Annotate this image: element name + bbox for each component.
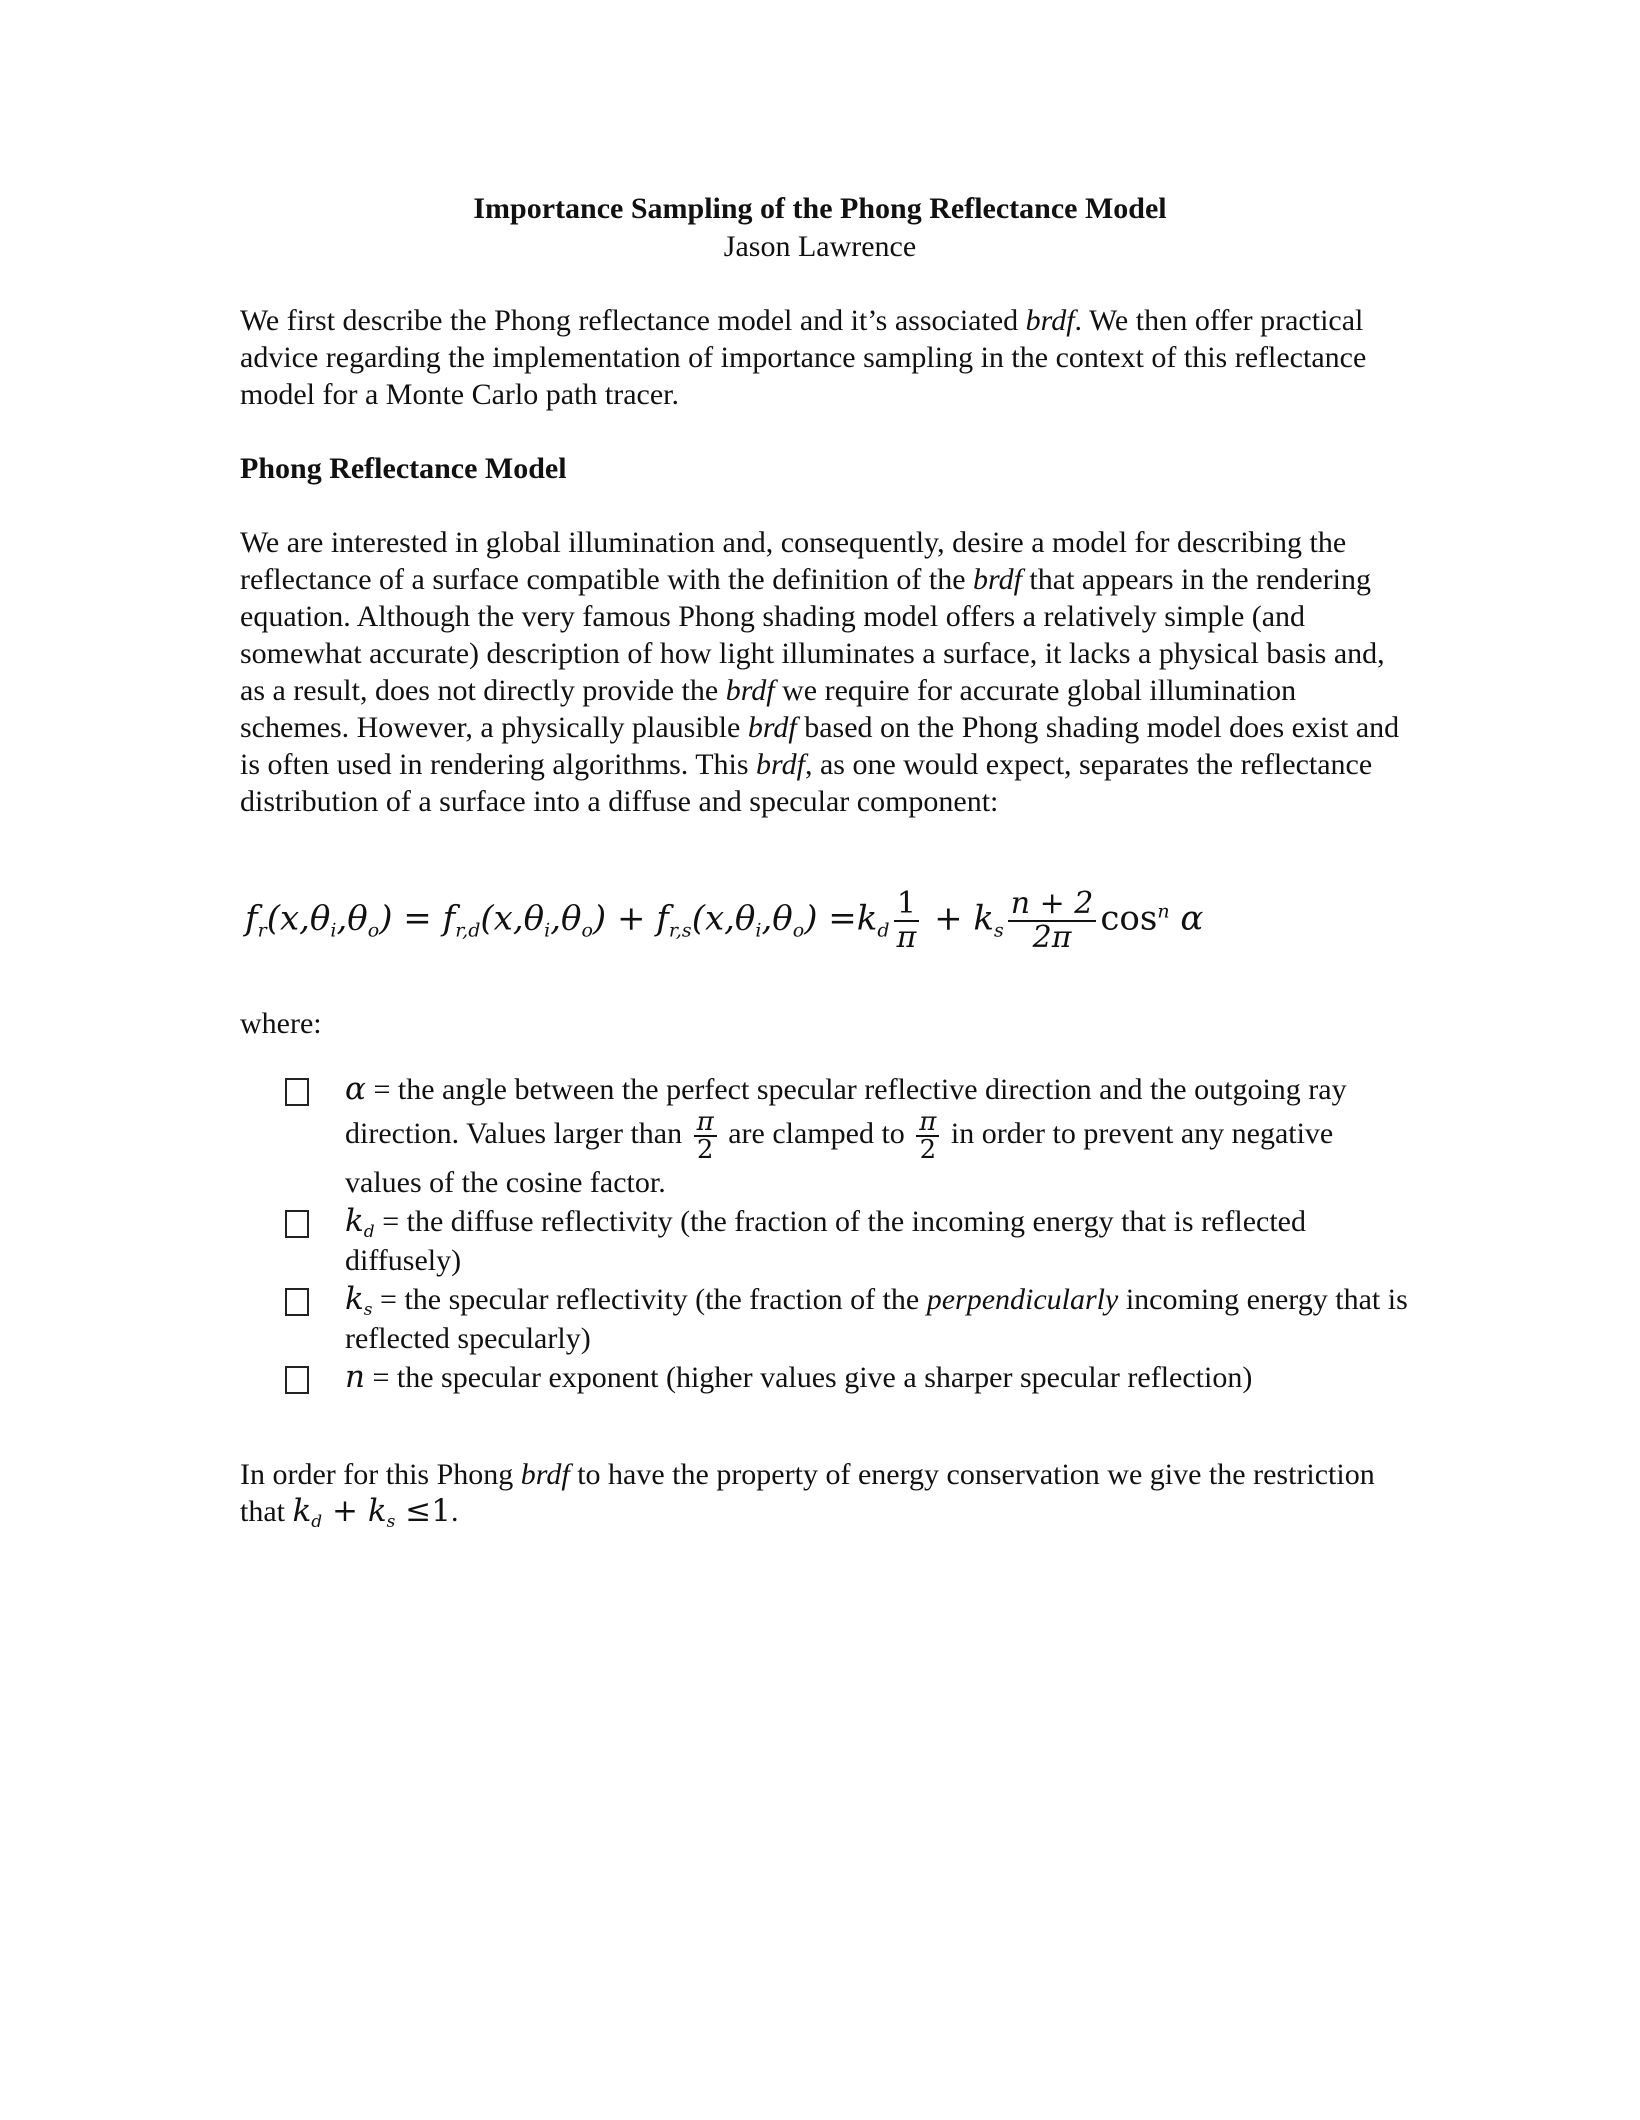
ineq-sub-d: d xyxy=(311,1512,323,1532)
pi-over-2-fraction-2 xyxy=(916,1109,939,1163)
list-item xyxy=(285,1358,1410,1397)
eq-sub-i-3: i xyxy=(755,919,762,942)
body-brdf-3: brdf xyxy=(747,711,797,744)
eq-k-s: k xyxy=(973,898,994,939)
eq-frac1-den: π xyxy=(896,919,917,955)
body-text-5: , as one would expect, separates the reflectance distribution of a surface into a diffuse and specular component: xyxy=(240,748,1373,818)
eq-fraction-1 xyxy=(894,888,920,953)
eq-args-3: (x,θ xyxy=(691,898,756,939)
eq-args: (x,θ xyxy=(266,898,331,939)
document-author: Jason Lawrence xyxy=(723,230,917,263)
section-heading: Phong Reflectance Model xyxy=(240,452,567,485)
eq-f: f xyxy=(245,898,258,939)
two-den: 2 xyxy=(696,1135,714,1165)
symbol-k-2: k xyxy=(345,1281,364,1317)
eq-sub-i: i xyxy=(330,919,337,942)
body-brdf-1: brdf xyxy=(973,563,1022,596)
eq-close-2: ) xyxy=(592,898,607,939)
kd-definition: = the diffuse reflectivity (the fraction of the incoming energy that is reflected diffusely) xyxy=(345,1205,1306,1277)
bullet-text-ks xyxy=(345,1280,1410,1358)
eq-comma: ,θ xyxy=(336,898,368,939)
eq-frac2-den: 2π xyxy=(1032,919,1072,955)
ks-definition-1: = the specular reflectivity (the fraction of the xyxy=(372,1283,927,1316)
list-item xyxy=(285,1070,1410,1202)
eq-close-3: ) xyxy=(804,898,818,939)
bullet-text-kd xyxy=(345,1202,1410,1280)
bullet-text-alpha xyxy=(345,1070,1410,1202)
final-period: . xyxy=(450,1495,459,1528)
n-definition: = the specular exponent (higher values give a sharper specular reflection) xyxy=(364,1361,1253,1394)
inequality xyxy=(292,1493,451,1532)
energy-conservation-paragraph xyxy=(240,1456,1400,1530)
title-block xyxy=(0,190,1640,266)
eq-sub-o-2: o xyxy=(581,919,593,942)
symbol-k: k xyxy=(345,1203,364,1239)
ks-perpendicularly: perpendicularly xyxy=(926,1283,1119,1316)
eq-comma-3: ,θ xyxy=(761,898,793,939)
alpha-definition-3: in order to prevent any negative values of the cosine factor. xyxy=(345,1116,1334,1199)
body-text-4: based on the Phong shading model does exist and is often used in rendering algorithms. This xyxy=(240,711,1400,781)
document-title: Importance Sampling of the Phong Reflectance Model xyxy=(473,192,1167,225)
eq-plus-2: + xyxy=(923,898,974,939)
intro-paragraph xyxy=(240,302,1400,413)
pi-num: π xyxy=(694,1109,717,1137)
eq-f-d: f xyxy=(442,898,456,939)
body-paragraph xyxy=(240,524,1400,820)
eq-comma-2: ,θ xyxy=(550,898,582,939)
symbol-ks xyxy=(345,1281,373,1320)
symbol-sub-s: s xyxy=(363,1300,373,1320)
intro-brdf: brdf xyxy=(1025,304,1075,337)
eq-cos: cos xyxy=(1100,898,1158,939)
eq-frac2-num: n + 2 xyxy=(1008,888,1097,922)
eq-equals-2: = xyxy=(817,898,857,939)
ineq-leq-one: ≤1 xyxy=(395,1493,451,1529)
eq-plus: + xyxy=(606,898,657,939)
body-brdf-4: brdf xyxy=(756,748,805,781)
bullet-box-icon xyxy=(285,1288,309,1316)
eq-k-d: k xyxy=(856,898,878,939)
alpha-definition-2: are clamped to xyxy=(720,1116,913,1150)
eq-sub-o: o xyxy=(367,919,380,942)
eq-frac1-num: 1 xyxy=(894,888,919,922)
two-den-2: 2 xyxy=(919,1135,937,1165)
eq-fraction-2 xyxy=(1008,888,1097,953)
eq-alpha: α xyxy=(1180,898,1204,939)
intro-text-1: We first describe the Phong reflectance model and it’s associated xyxy=(240,304,1026,337)
alpha-definition-1: = the angle between the perfect specular reflective direction and the outgoing ray direction. Values larger than xyxy=(345,1073,1347,1150)
eq-sub-s: s xyxy=(994,919,1004,942)
eq-sub-d: d xyxy=(877,919,890,942)
ineq-k-d: k xyxy=(292,1493,312,1529)
ks-definition-2: incoming energy that is reflected specularly) xyxy=(345,1283,1408,1355)
eq-args-2: (x,θ xyxy=(480,898,545,939)
where-label: where: xyxy=(240,1007,322,1040)
eq-sub-rd: r,d xyxy=(455,919,481,942)
pi-over-2-fraction xyxy=(694,1109,717,1163)
bullet-box-icon xyxy=(285,1078,309,1106)
body-text-2: that appears in the rendering equation. Although the very famous Phong shading model offers a relatively simple (and somewhat accurate) description of how light illuminates a surface, it lacks a physical basis and, as a result, does not directly provide the xyxy=(240,563,1385,707)
brdf-equation xyxy=(245,888,1203,953)
symbol-n: n xyxy=(345,1359,365,1395)
body-text-1: We are interested in global illumination and, consequently, desire a model for describing the reflectance of a surface compatible with the definition of the xyxy=(240,526,1347,596)
eq-sub-r: r xyxy=(257,919,267,942)
final-brdf: brdf xyxy=(520,1458,570,1491)
ineq-k-s: k xyxy=(367,1493,387,1529)
symbol-kd xyxy=(345,1203,375,1242)
final-text-1: In order for this Phong xyxy=(240,1458,521,1491)
body-text-3: we require for accurate global illumination schemes. However, a physically plausible xyxy=(240,674,1297,744)
eq-sub-rs: r,s xyxy=(668,919,692,942)
ineq-sub-s: s xyxy=(386,1512,396,1532)
body-brdf-2: brdf xyxy=(725,674,775,707)
variable-definitions-list xyxy=(285,1070,1410,1397)
eq-sub-o-3: o xyxy=(792,919,805,942)
bullet-box-icon xyxy=(285,1210,309,1238)
bullet-box-icon xyxy=(285,1366,309,1394)
eq-equals: = xyxy=(392,898,443,939)
ineq-plus: + xyxy=(322,1493,368,1529)
symbol-sub-d: d xyxy=(363,1222,375,1242)
eq-close: ) xyxy=(379,898,393,939)
list-item xyxy=(285,1280,1410,1358)
eq-sub-i-2: i xyxy=(544,919,551,942)
eq-sup-n: n xyxy=(1157,900,1170,923)
symbol-alpha: α xyxy=(345,1071,366,1107)
final-text-2: to have the property of energy conservation we give the restriction that xyxy=(240,1458,1375,1528)
bullet-text-n xyxy=(345,1358,1410,1397)
pi-num-2: π xyxy=(916,1109,939,1137)
list-item xyxy=(285,1202,1410,1280)
eq-f-s: f xyxy=(656,898,669,939)
intro-text-2: . We then offer practical advice regarding the implementation of importance sampling in the context of this reflectance model for a Monte Carlo path tracer. xyxy=(240,304,1367,411)
